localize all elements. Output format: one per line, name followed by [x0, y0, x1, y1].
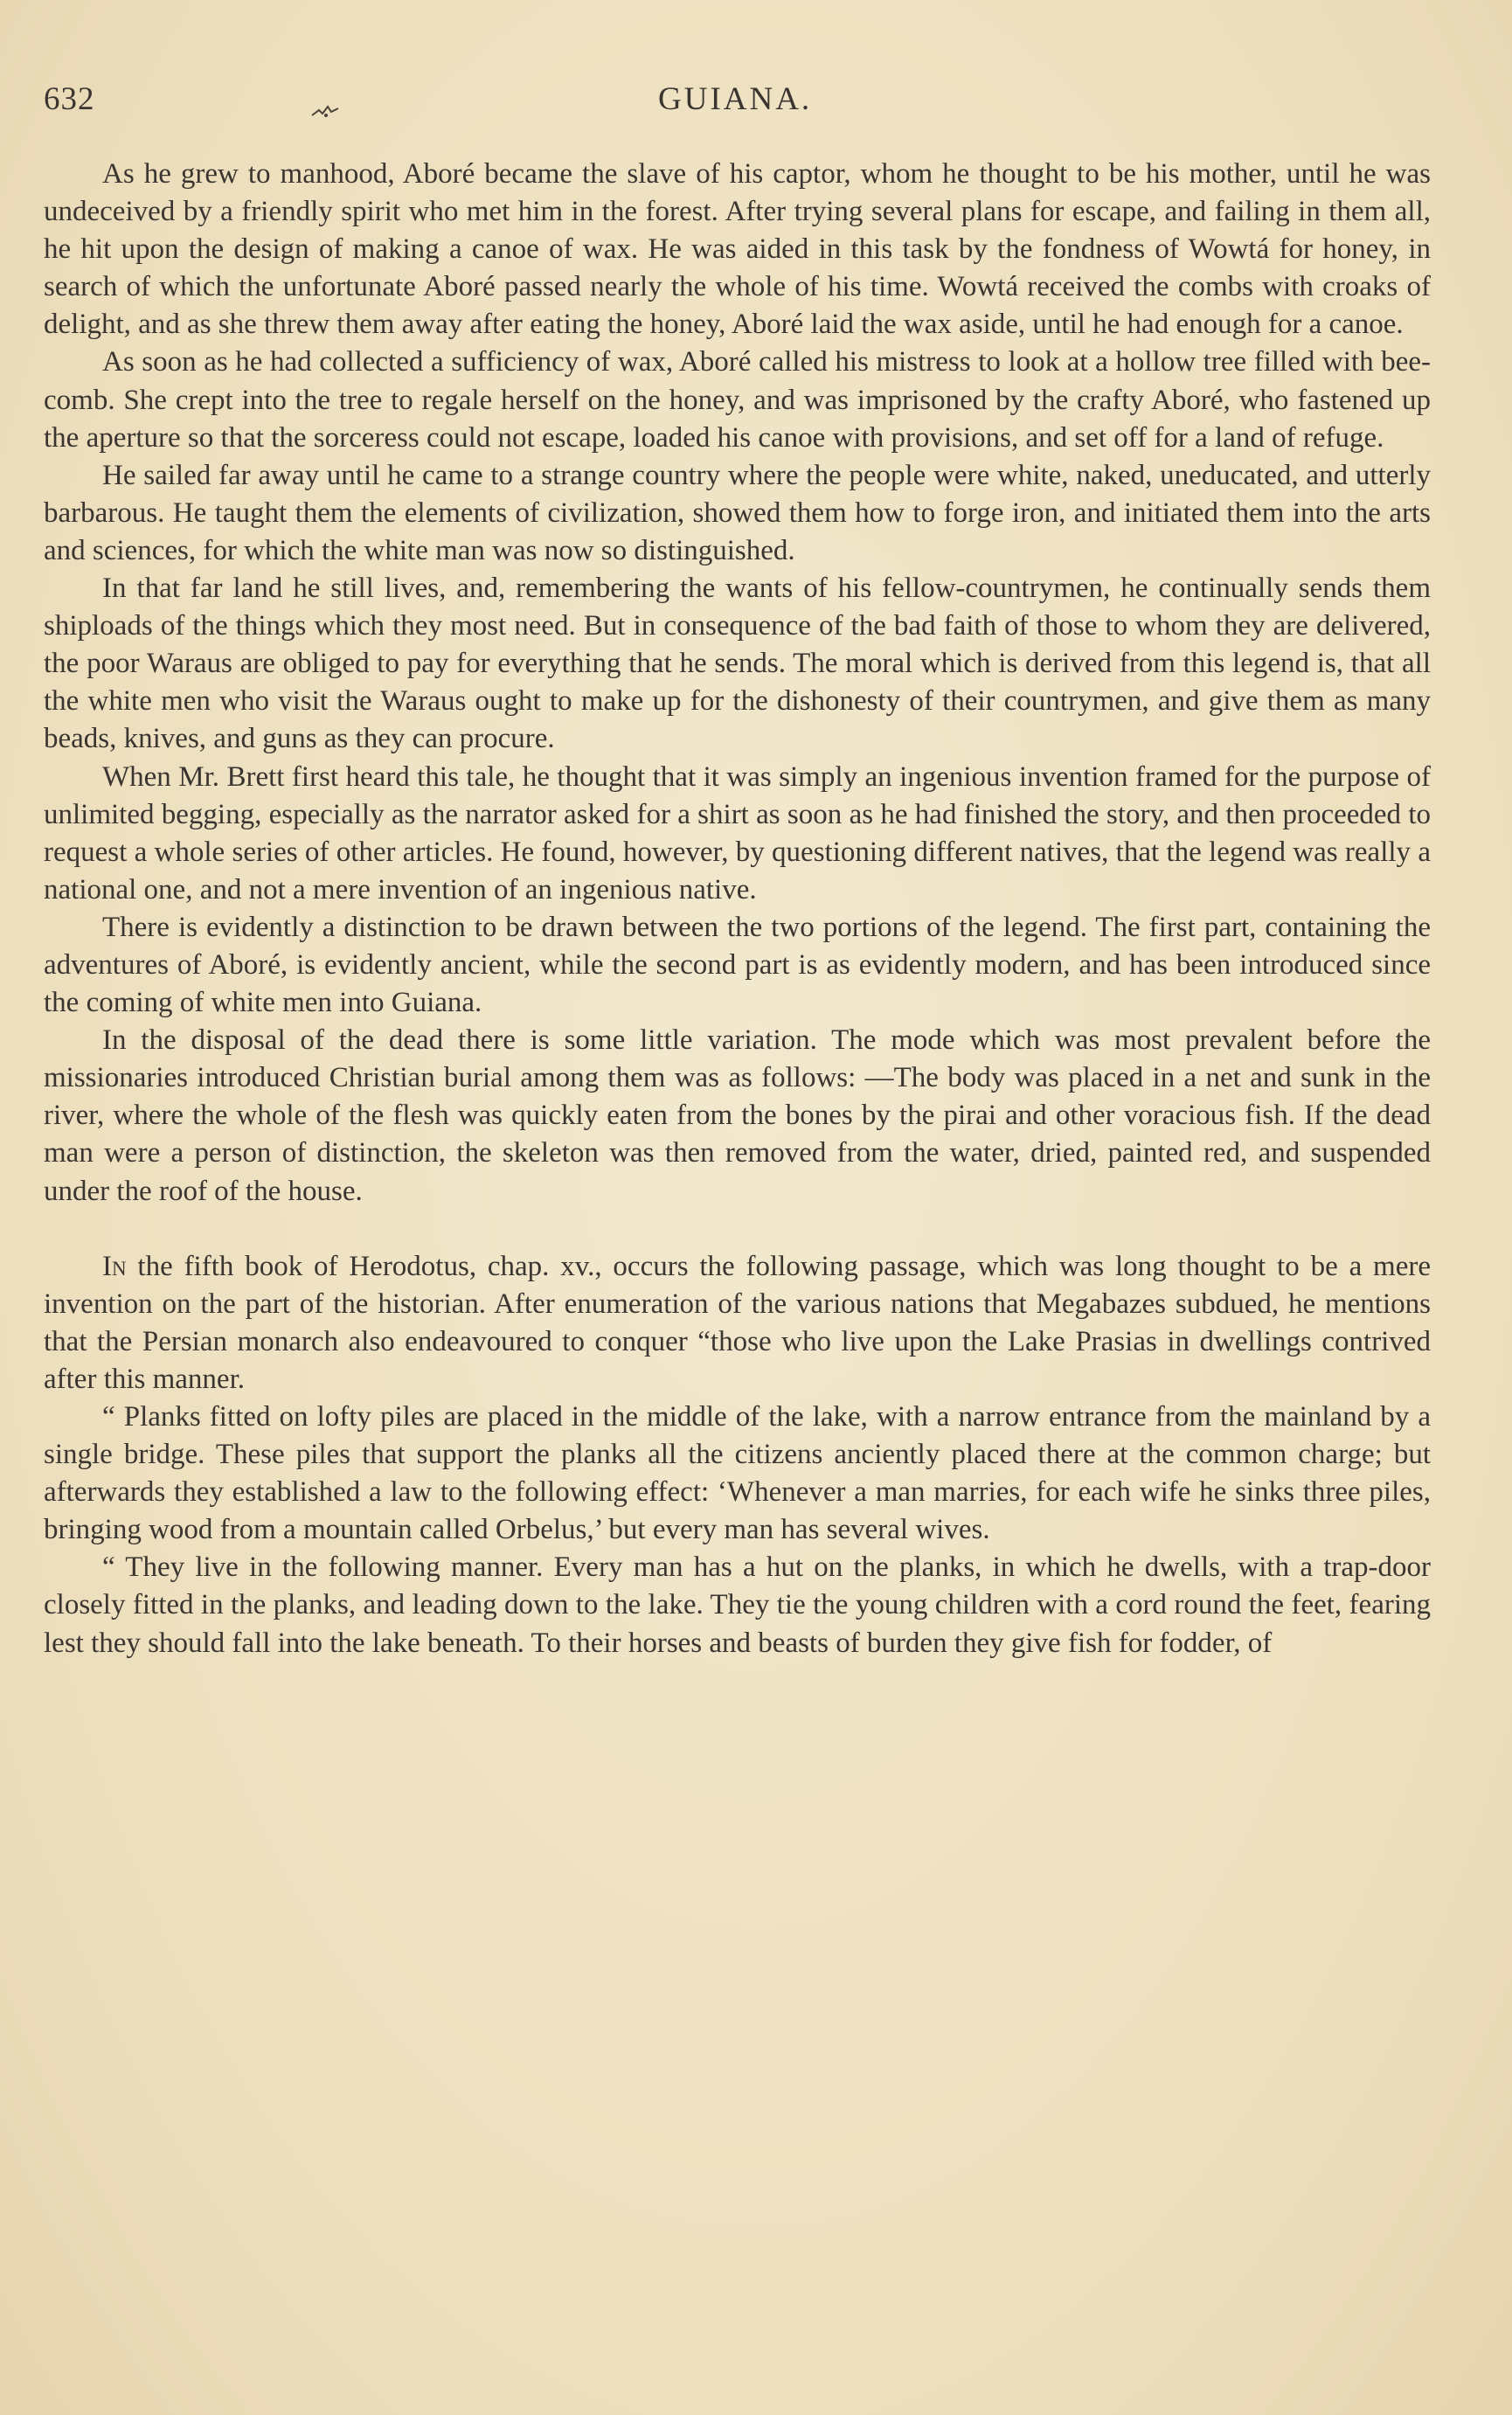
section-break — [44, 1211, 1431, 1248]
paragraph: When Mr. Brett first heard this tale, he thought that it was simply an ingenious invention framed for the purpose of unlimited begging, especially as the narrator asked for a shirt as soon as he had finished the story, and then proceeded to request a whole series of other articles. He found, however, by questioning different natives, that the legend was really a national one, and not a mere invention of an ingenious native. — [44, 760, 1431, 906]
section-opening-text: the fifth book of Herodotus, chap. xv., occurs the following passage, which was long thought to be a mere invention on the part of the historian. After enumeration of the various nations that Megabazes subdued, he mentions that the Persian monarch also endeavoured to conquer “those who live upon the Lake Prasias in dwellings contrived after this manner. — [44, 1250, 1431, 1395]
paragraph: There is evidently a distinction to be drawn between the two portions of the legend. The first part, containing the adventures of Aboré, is evidently ancient, while the second part is as evidently modern, and has been introduced since the coming of white men into Guiana. — [44, 911, 1431, 1019]
paragraph: He sailed far away until he came to a strange country where the people were white, naked, uneducated, and utterly barbarous. He taught them the elements of civilization, showed them how to forge iron, and initiated them into the arts and sciences, for which the white man was now so distinguished. — [44, 459, 1431, 566]
paragraph: As he grew to manhood, Aboré became the slave of his captor, whom he thought to be his mother, until he was undeceived by a friendly spirit who met him in the forest. After trying several plans for escape, and failing in them all, he hit upon the design of making a canoe of wax. He was aided in this task by the fondness of Wowtá for honey, in search of which the unfortunate Aboré passed nearly the whole of his time. Wowtá received the combs with croaks of delight, and as she threw them away after eating the honey, Aboré laid the wax aside, until he had enough for a canoe. — [44, 158, 1431, 341]
quotation-paragraph: “ They live in the following manner. Every man has a hut on the planks, in which he dwells, with a trap-door closely fitted in the planks, and leading down to the lake. They tie the young children with a cord round the feet, fearing lest they should fall into the lake beneath. To their horses and beasts of burden they give fish for fodder, of — [44, 1551, 1431, 1659]
quotation-paragraph: “ Planks fitted on lofty piles are placed in the middle of the lake, with a narrow entrance from the mainland by a single bridge. These piles that support the planks all the citizens anciently placed there at the common charge; but afterwards they established a law to the following effect: ‘Whenever a man marries, for each wife he sinks three piles, bringing wood from a mountain called Orbelus,’ but every man has several wives. — [44, 1401, 1431, 1546]
paragraph: As soon as he had collected a sufficiency of wax, Aboré called his mistress to look at a hollow tree filled with bee-comb. She crept into the tree to regale herself on the honey, and was imprisoned by the crafty Aboré, who fastened up the aperture so that the sorceress could not escape, loaded his canoe with provisions, and set off for a land of refuge. — [44, 346, 1431, 454]
running-head — [44, 80, 1442, 122]
body-text — [44, 156, 1431, 1662]
paragraph: In the disposal of the dead there is some little variation. The mode which was most prevalent before the missionaries introduced Christian burial among them was as follows: —The body was placed in a net and sunk in the river, where the whole of the flesh was quickly eaten from the bones by the pirai and other voracious fish. If the dead man were a person of distinction, the skeleton was then removed from the water, dried, painted red, and suspended under the roof of the house. — [44, 1024, 1431, 1207]
page-number: 632 — [44, 81, 95, 117]
printer-mark-icon — [310, 103, 340, 121]
paragraph: In that far land he still lives, and, remembering the wants of his fellow-countrymen, he continually sends them shiploads of the things which they most need. But in consequence of the bad faith of those to whom they are delivered, the poor Waraus are obliged to pay for everything that he sends. The moral which is derived from this legend is, that all the white men who visit the Waraus ought to make up for the dishonesty of their countrymen, and give them as many beads, knives, and guns as they can procure. — [44, 573, 1431, 755]
running-title: GUIANA. — [658, 81, 813, 117]
section-lead-word: In — [102, 1250, 127, 1282]
section-opening-paragraph — [44, 1248, 1431, 1398]
